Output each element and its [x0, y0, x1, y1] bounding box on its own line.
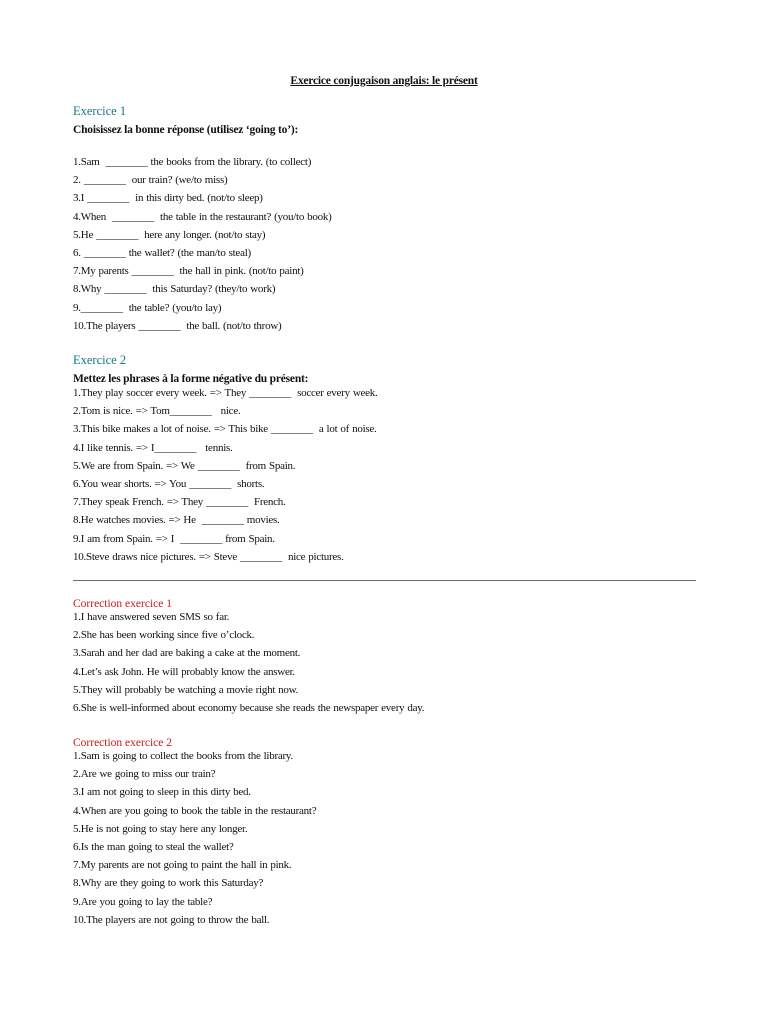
list-item: 5.He ________ here any longer. (not/to stay) [73, 228, 266, 241]
list-item: 3.I am not going to sleep in this dirty bed. [73, 786, 251, 799]
list-item: 10.The players ________ the ball. (not/to throw) [73, 319, 282, 332]
list-item: 4.Let’s ask John. He will probably know the answer. [73, 665, 295, 678]
list-item: 3.I ________ in this dirty bed. (not/to sleep) [73, 192, 263, 205]
list-item: 9.________ the table? (you/to lay) [73, 301, 222, 314]
list-item: 6.She is well-informed about economy because she reads the newspaper every day. [73, 701, 425, 714]
list-item: 4.I like tennis. => I________ tennis. [73, 441, 233, 454]
list-item: 1.Sam ________ the books from the library. (to collect) [73, 156, 312, 168]
exercise-2-heading: Exercice 2 [73, 353, 127, 367]
list-item: 1.I have answered seven SMS so far. [73, 611, 230, 623]
list-item: 10.The players are not going to throw the ball. [73, 913, 270, 926]
exercise-1-instruction: Choisissez la bonne réponse (utilisez ‘going to’): [73, 124, 299, 136]
list-item: 2.Tom is nice. => Tom________ nice. [73, 405, 241, 418]
exercise-1-heading: Exercice 1 [73, 104, 127, 118]
list-item: 2. ________ our train? (we/to miss) [73, 174, 228, 187]
list-item: 5.They will probably be watching a movie right now. [73, 683, 299, 696]
list-item: 7.My parents are not going to paint the hall in pink. [73, 859, 292, 872]
list-item: 3.This bike makes a lot of noise. => This bike ________ a lot of noise. [73, 423, 377, 436]
list-item: 6.Is the man going to steal the wallet? [73, 840, 234, 853]
exercise-2-list [73, 384, 378, 566]
list-item: 7.My parents ________ the hall in pink. (not/to paint) [73, 265, 304, 278]
list-item: 8.Why are they going to work this Saturday? [73, 877, 264, 890]
document-title: Exercice conjugaison anglais: le présent [290, 75, 478, 87]
list-item: 6. ________ the wallet? (the man/to steal) [73, 246, 251, 259]
list-item: 9.I am from Spain. => I ________ from Spain. [73, 532, 275, 545]
section-divider [73, 580, 696, 581]
list-item: 9.Are you going to lay the table? [73, 895, 213, 908]
list-item: 10.Steve draws nice pictures. => Steve ________ nice pictures. [73, 550, 344, 563]
list-item: 8.He watches movies. => He ________ movies. [73, 514, 280, 527]
list-item: 8.Why ________ this Saturday? (they/to work) [73, 283, 276, 296]
correction-1-list [73, 608, 424, 717]
list-item: 2.Are we going to miss our train? [73, 768, 216, 781]
exercise-2-instruction: Mettez les phrases à la forme négative du présent: [73, 373, 309, 385]
list-item: 3.Sarah and her dad are baking a cake at the moment. [73, 647, 301, 660]
list-item: 4.When are you going to book the table in the restaurant? [73, 804, 317, 817]
list-item: 6.You wear shorts. => You ________ shorts. [73, 477, 265, 490]
list-item: 5.We are from Spain. => We ________ from Spain. [73, 459, 296, 472]
list-item: 2.She has been working since five o’clock. [73, 629, 255, 642]
correction-2-heading: Correction exercice 2 [73, 737, 172, 749]
list-item: 1.Sam is going to collect the books from the library. [73, 750, 293, 762]
list-item: 5.He is not going to stay here any longer. [73, 822, 248, 835]
correction-2-list [73, 747, 316, 929]
exercise-1-list [73, 153, 332, 335]
list-item: 1.They play soccer every week. => They ________ soccer every week. [73, 387, 378, 399]
correction-1-heading: Correction exercice 1 [73, 598, 172, 610]
list-item: 7.They speak French. => They ________ French. [73, 496, 286, 509]
list-item: 4.When ________ the table in the restaurant? (you/to book) [73, 210, 332, 223]
